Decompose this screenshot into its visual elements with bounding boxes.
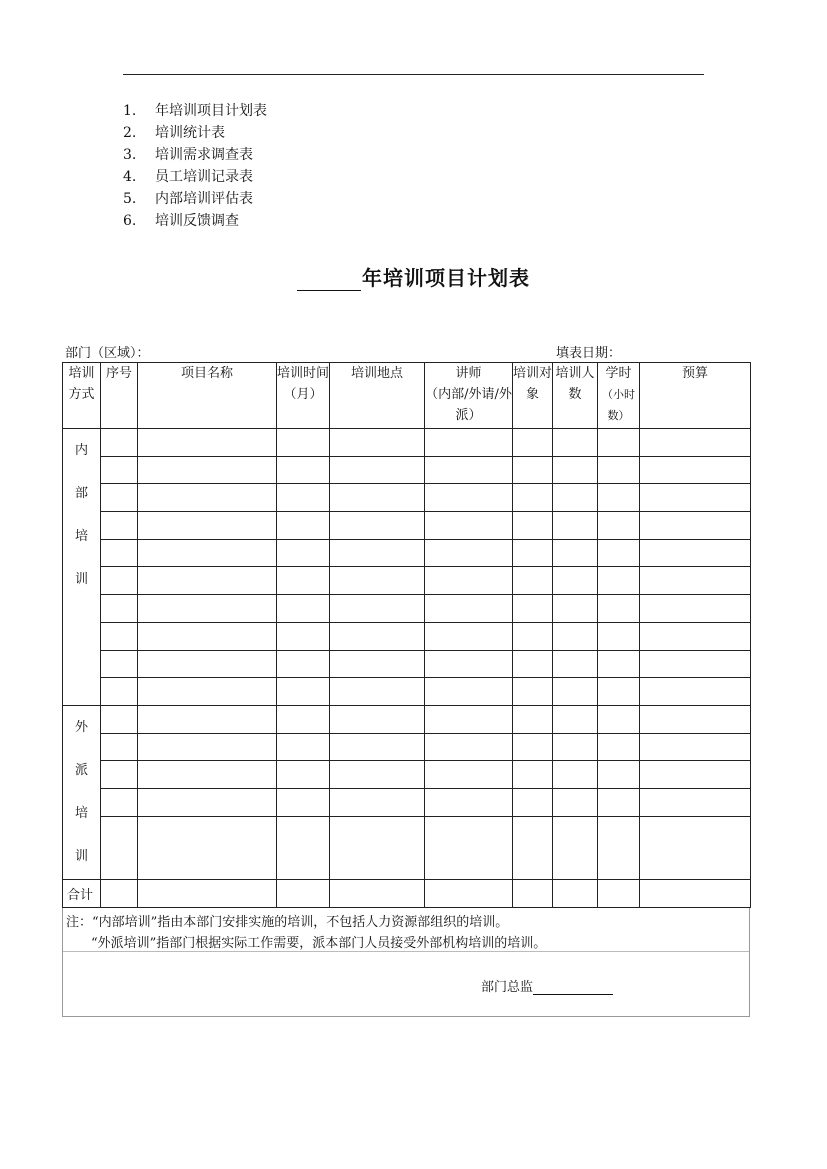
year-blank[interactable] <box>297 268 361 291</box>
table-row <box>63 788 751 816</box>
header-rule <box>123 74 704 75</box>
table-row <box>63 733 751 761</box>
table-row <box>63 816 751 879</box>
table-row <box>63 678 751 706</box>
toc-item[interactable]: 5. 内部培训评估表 <box>123 191 253 207</box>
note-external: “外派培训”指部门根据实际工作需要，派本部门人员接受外部机构培训的培训。 <box>91 936 547 951</box>
table-row <box>63 429 751 457</box>
table-row <box>63 622 751 650</box>
table-row <box>63 456 751 484</box>
internal-training-label: 内 部 培 训 <box>63 429 101 706</box>
external-training-label: 外 派 培 训 <box>63 705 101 879</box>
header-row <box>63 363 751 429</box>
table-row <box>63 761 751 789</box>
table-row <box>63 539 751 567</box>
table-row <box>63 705 751 733</box>
signature-line[interactable] <box>533 980 613 995</box>
table-row <box>63 595 751 623</box>
header-seq: 序号 <box>101 363 138 429</box>
header-name: 项目名称 <box>138 363 277 429</box>
table-row <box>63 484 751 512</box>
note-internal: 注：“内部培训”指由本部门安排实施的培训，不包括人力资源部组织的培训。 <box>66 915 509 930</box>
toc-item[interactable]: 1. 年培训项目计划表 <box>123 103 267 119</box>
header-target: 培训对象 <box>513 363 553 429</box>
date-field: 填表日期： <box>556 346 622 361</box>
header-location: 培训地点 <box>330 363 425 429</box>
toc-item[interactable]: 2. 培训统计表 <box>123 125 225 141</box>
header-time: 培训时间（月） <box>277 363 330 429</box>
toc-item[interactable]: 3. 培训需求调查表 <box>123 147 253 163</box>
form-title: 年培训项目计划表 <box>0 262 827 291</box>
total-label: 合计 <box>63 879 101 907</box>
toc-item[interactable]: 4. 员工培训记录表 <box>123 169 253 185</box>
total-row <box>63 879 751 907</box>
header-count: 培训人数 <box>553 363 598 429</box>
header-hours: 学时 （小时数） <box>598 363 640 429</box>
table-of-contents <box>123 100 267 232</box>
notes-section <box>62 908 750 1017</box>
header-method: 培训方式 <box>63 363 101 429</box>
department-field: 部门（区域）： <box>65 346 150 361</box>
director-signature: 部门总监 <box>481 976 613 995</box>
table-row <box>63 512 751 540</box>
training-plan-table <box>62 362 751 908</box>
header-budget: 预算 <box>640 363 751 429</box>
table-row <box>63 567 751 595</box>
header-lecturer: 讲师 （内部/外请/外派） <box>425 363 513 429</box>
table-row <box>63 650 751 678</box>
notes-divider <box>63 951 749 952</box>
toc-item[interactable]: 6. 培训反馈调查 <box>123 213 239 229</box>
